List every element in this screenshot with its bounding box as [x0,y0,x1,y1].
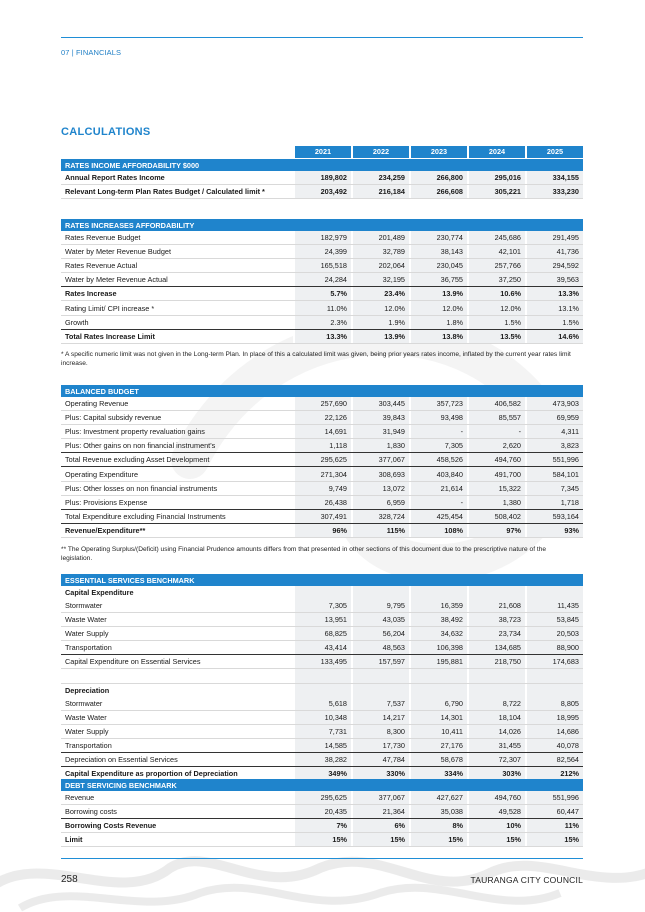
row-value-2022: 32,195 [351,273,409,286]
row-value-2025: 39,563 [525,273,583,286]
capex-subheading-cell [351,586,409,599]
year-2021: 2021 [293,146,351,158]
rates-increases-heading-label: RATES INCREASES AFFORDABILITY [65,220,195,230]
row-value-2025: 41,736 [525,245,583,258]
row-label: Total Expenditure excluding Financial Instruments [65,511,226,521]
row-label: Borrowing Costs Revenue [65,821,157,831]
row-value-2025: 1,718 [525,496,583,509]
rates-income-row [61,185,583,199]
rates-income-table [61,159,583,199]
row-value-2024: 15% [467,833,525,846]
row-value-2024: 1.5% [467,316,525,329]
rates-income-heading [61,159,583,171]
row-value-2022: 1,830 [351,439,409,452]
row-value-2024: 18,104 [467,711,525,724]
debt-servicing-row [61,791,583,805]
row-value-2023: 6,790 [409,697,467,710]
row-value-2025: 551,996 [525,453,583,466]
capex-subheading-label: Capital Expenditure [65,588,134,597]
depreciation-row [61,711,583,725]
row-value-2025: 60,447 [525,805,583,818]
row-value-2025: 584,101 [525,467,583,480]
council-name: TAURANGA CITY COUNCIL [470,875,583,885]
row-value-2022: 202,064 [351,259,409,272]
capex-subheading-cell [467,586,525,599]
row-value-2023: 427,627 [409,791,467,804]
row-label: Revenue [65,793,95,803]
header-rule [61,37,583,38]
row-value-2022: 13.9% [351,330,409,343]
row-label: Water Supply [65,726,109,736]
row-value-2024: 494,760 [467,453,525,466]
row-label: Waste Water [65,712,107,722]
capex-row [61,627,583,641]
row-value-2025: 593,164 [525,510,583,523]
row-value-2021: 7,731 [293,725,351,738]
depreciation-subheading-cell [525,684,583,697]
depreciation-subheading-label: Depreciation [65,685,110,695]
row-value-2024: 15,322 [467,482,525,495]
row-value-2023: 230,774 [409,231,467,244]
row-value-2024: 13.5% [467,330,525,343]
debt-servicing-table [61,779,583,847]
balanced-budget-row [61,496,583,510]
row-value-2022: 377,067 [351,453,409,466]
balanced-budget-row [61,467,583,481]
row-value-2025: 333,230 [525,185,583,198]
row-value-2022: 47,784 [351,753,409,766]
row-label: Revenue/Expenditure** [65,525,146,535]
row-value-2022: 216,184 [351,185,409,198]
depreciation-subheading-cell [351,684,409,697]
row-value-2025: 1.5% [525,316,583,329]
rates-income-row [61,171,583,185]
row-label: Water Supply [65,629,109,639]
spacer-row-cell [351,669,409,682]
row-value-2024: 72,307 [467,753,525,766]
depreciation-subheading-cell [293,684,351,697]
row-value-2022: 8,300 [351,725,409,738]
row-value-2025: 11% [525,819,583,832]
row-value-2023: 15% [409,833,467,846]
row-value-2022: 48,563 [351,641,409,654]
debt-servicing-heading [61,779,583,791]
row-label: Depreciation on Essential Services [65,754,178,764]
row-value-2023: 16,359 [409,599,467,612]
row-value-2021: 15% [293,833,351,846]
row-value-2024: 97% [467,524,525,537]
row-value-2025: 13.1% [525,301,583,314]
row-label: Annual Report Rates Income [65,173,165,183]
balanced-budget-table [61,385,583,538]
row-value-2021: 96% [293,524,351,537]
section-tag: 07 | FINANCIALS [61,48,122,57]
rates-increases-row [61,316,583,330]
row-value-2022: 17,730 [351,739,409,752]
row-value-2024: 42,101 [467,245,525,258]
row-value-2022: 6% [351,819,409,832]
row-value-2021: 24,399 [293,245,351,258]
debt-servicing-row [61,805,583,819]
row-value-2023: 13.9% [409,287,467,300]
rates-increases-row [61,231,583,245]
row-value-2024: 37,250 [467,273,525,286]
row-label: Transportation [65,643,112,653]
row-value-2023: 7,305 [409,439,467,452]
row-value-2022: 23.4% [351,287,409,300]
row-value-2021: 9,749 [293,482,351,495]
row-value-2021: 11.0% [293,301,351,314]
depreciation-row [61,753,583,767]
row-value-2021: 182,979 [293,231,351,244]
row-value-2023: 34,632 [409,627,467,640]
row-value-2021: 349% [293,767,351,780]
row-value-2022: 12.0% [351,301,409,314]
row-value-2022: 115% [351,524,409,537]
row-label: Plus: Provisions Expense [65,497,148,507]
row-value-2021: 13.3% [293,330,351,343]
row-value-2025: 174,683 [525,655,583,668]
row-value-2022: 13,072 [351,482,409,495]
capex-row [61,655,583,669]
row-value-2024: 10% [467,819,525,832]
row-value-2022: 308,693 [351,467,409,480]
spacer-row-cell [409,669,467,682]
row-value-2021: 43,414 [293,641,351,654]
spacer-row [61,669,583,683]
row-value-2024: 303% [467,767,525,780]
row-value-2022: 7,537 [351,697,409,710]
row-label: Plus: Investment property revaluation gains [65,427,205,437]
row-value-2022: 330% [351,767,409,780]
row-value-2023: 58,678 [409,753,467,766]
row-value-2022: 328,724 [351,510,409,523]
row-value-2023: - [409,425,467,438]
row-value-2021: 7,305 [293,599,351,612]
row-value-2024: 245,686 [467,231,525,244]
row-value-2021: 68,825 [293,627,351,640]
row-value-2023: 458,526 [409,453,467,466]
row-label: Rates Revenue Actual [65,261,138,271]
capex-subheading-cell [409,586,467,599]
row-value-2021: 13,951 [293,613,351,626]
row-label: Rates Increase [65,289,117,299]
row-value-2025: 212% [525,767,583,780]
row-value-2021: 1,118 [293,439,351,452]
row-label: Water by Meter Revenue Actual [65,275,168,285]
row-value-2023: 93,498 [409,411,467,424]
row-label: Plus: Other losses on non financial instruments [65,483,218,493]
row-value-2025: 11,435 [525,599,583,612]
spacer-row-cell [467,669,525,682]
row-value-2025: 473,903 [525,397,583,410]
depreciation-row [61,739,583,753]
year-2022: 2022 [351,146,409,158]
row-value-2024: 31,455 [467,739,525,752]
row-value-2023: 8% [409,819,467,832]
balanced-budget-row [61,411,583,425]
row-label: Transportation [65,740,112,750]
balanced-budget-row [61,425,583,439]
rates-income-heading-label: RATES INCOME AFFORDABILITY $000 [65,160,200,170]
rates-increases-row [61,259,583,273]
debt-servicing-row [61,833,583,847]
row-label: Rates Revenue Budget [65,233,141,243]
row-value-2025: 82,564 [525,753,583,766]
balanced-budget-row [61,453,583,467]
row-value-2022: 9,795 [351,599,409,612]
capex-row [61,613,583,627]
row-value-2022: 6,959 [351,496,409,509]
rates-increases-table [61,219,583,344]
balanced-budget-row [61,439,583,453]
row-value-2021: 26,438 [293,496,351,509]
row-value-2021: 257,690 [293,397,351,410]
row-value-2021: 165,518 [293,259,351,272]
row-value-2023: 38,492 [409,613,467,626]
row-value-2025: 551,996 [525,791,583,804]
row-value-2021: 203,492 [293,185,351,198]
depreciation-subheading-cell [409,684,467,697]
row-value-2024: 508,402 [467,510,525,523]
row-value-2022: 39,843 [351,411,409,424]
row-value-2024: 23,734 [467,627,525,640]
row-value-2025: 69,959 [525,411,583,424]
row-label: Capital Expenditure on Essential Services [65,657,201,667]
year-2023: 2023 [409,146,467,158]
row-label: Total Revenue excluding Asset Development [65,455,210,465]
row-value-2023: 12.0% [409,301,467,314]
rates-footnote: * A specific numeric limit was not given in the Long-term Plan. In place of this a calculated limit was given, being prior years rates income, inflated by the current year rates limit increase. [61,351,571,368]
row-value-2022: 234,259 [351,171,409,184]
row-label: Water by Meter Revenue Budget [65,247,171,257]
rates-increases-heading [61,219,583,231]
balanced-budget-row [61,482,583,496]
row-value-2024: 14,026 [467,725,525,738]
row-value-2023: 357,723 [409,397,467,410]
debt-servicing-heading-label: DEBT SERVICING BENCHMARK [65,780,177,790]
row-value-2022: 31,949 [351,425,409,438]
capex-row [61,599,583,613]
capex-subheading-cell [293,586,351,599]
balanced-budget-row [61,397,583,411]
row-value-2023: 108% [409,524,467,537]
row-value-2023: 425,454 [409,510,467,523]
row-value-2023: 21,614 [409,482,467,495]
row-value-2024: 12.0% [467,301,525,314]
row-label: Rating Limit/ CPI increase * [65,303,155,313]
row-value-2021: 189,802 [293,171,351,184]
row-value-2021: 307,491 [293,510,351,523]
row-value-2023: 266,608 [409,185,467,198]
row-label: Limit [65,835,83,845]
row-value-2024: 1,380 [467,496,525,509]
row-value-2024: 257,766 [467,259,525,272]
row-value-2025: 3,823 [525,439,583,452]
row-value-2023: 13.8% [409,330,467,343]
row-label: Relevant Long-term Plan Rates Budget / Calculated limit * [65,187,265,197]
row-value-2021: 14,585 [293,739,351,752]
row-value-2025: 18,995 [525,711,583,724]
page-title: CALCULATIONS [61,126,151,138]
year-header [61,146,583,158]
balanced-budget-heading [61,385,583,397]
row-value-2023: 14,301 [409,711,467,724]
row-label: Growth [65,317,89,327]
row-value-2024: 85,557 [467,411,525,424]
row-value-2024: 406,582 [467,397,525,410]
row-value-2025: 294,592 [525,259,583,272]
row-value-2024: - [467,425,525,438]
depreciation-row [61,725,583,739]
row-value-2022: 1.9% [351,316,409,329]
row-value-2022: 43,035 [351,613,409,626]
row-value-2025: 8,805 [525,697,583,710]
spacer-row-cell [293,669,351,682]
row-value-2023: 1.8% [409,316,467,329]
row-value-2022: 15% [351,833,409,846]
row-value-2021: 20,435 [293,805,351,818]
row-value-2021: 271,304 [293,467,351,480]
row-value-2025: 40,078 [525,739,583,752]
row-value-2023: 35,038 [409,805,467,818]
row-value-2022: 14,217 [351,711,409,724]
balanced-budget-row [61,524,583,538]
row-value-2021: 22,126 [293,411,351,424]
row-value-2025: 291,495 [525,231,583,244]
footer-rule [61,858,583,859]
row-value-2023: 403,840 [409,467,467,480]
row-value-2021: 7% [293,819,351,832]
row-value-2021: 38,282 [293,753,351,766]
row-value-2022: 32,789 [351,245,409,258]
balanced-budget-row [61,510,583,524]
row-value-2024: 8,722 [467,697,525,710]
row-value-2021: 24,284 [293,273,351,286]
row-value-2025: 88,900 [525,641,583,654]
page-number: 258 [61,874,78,885]
year-2024: 2024 [467,146,525,158]
row-value-2024: 2,620 [467,439,525,452]
row-value-2022: 157,597 [351,655,409,668]
row-value-2021: 5.7% [293,287,351,300]
debt-servicing-row [61,819,583,833]
row-value-2024: 38,723 [467,613,525,626]
row-value-2021: 2.3% [293,316,351,329]
row-value-2023: 230,045 [409,259,467,272]
spacer-row-cell [525,669,583,682]
depreciation-subheading-cell [467,684,525,697]
row-value-2025: 53,845 [525,613,583,626]
row-value-2024: 494,760 [467,791,525,804]
essential-services-heading-label: ESSENTIAL SERVICES BENCHMARK [65,575,195,585]
row-value-2025: 4,311 [525,425,583,438]
row-value-2021: 14,691 [293,425,351,438]
row-value-2023: 106,398 [409,641,467,654]
row-value-2025: 20,503 [525,627,583,640]
row-label: Total Rates Increase Limit [65,331,155,341]
row-label: Plus: Other gains on non financial instrument's [65,441,216,451]
rates-increases-row [61,273,583,287]
row-value-2024: 134,685 [467,641,525,654]
row-label: Capital Expenditure as proportion of Depreciation [65,769,238,779]
row-value-2022: 201,489 [351,231,409,244]
capex-subheading-cell [525,586,583,599]
row-value-2023: 10,411 [409,725,467,738]
row-value-2023: - [409,496,467,509]
capex-subheading [61,586,583,599]
rates-increases-row [61,245,583,259]
rates-increases-row [61,330,583,344]
row-label: Operating Expenditure [65,469,139,479]
row-value-2025: 93% [525,524,583,537]
row-value-2021: 5,618 [293,697,351,710]
row-value-2024: 491,700 [467,467,525,480]
row-value-2023: 27,176 [409,739,467,752]
row-value-2024: 305,221 [467,185,525,198]
row-value-2022: 303,445 [351,397,409,410]
row-value-2022: 377,067 [351,791,409,804]
row-value-2023: 38,143 [409,245,467,258]
row-value-2021: 295,625 [293,453,351,466]
row-value-2024: 49,528 [467,805,525,818]
row-value-2025: 14,686 [525,725,583,738]
capex-row [61,641,583,655]
balanced-budget-heading-label: BALANCED BUDGET [65,386,139,396]
row-value-2025: 14.6% [525,330,583,343]
row-value-2024: 21,608 [467,599,525,612]
row-value-2024: 295,016 [467,171,525,184]
row-value-2025: 15% [525,833,583,846]
rates-increases-row [61,287,583,301]
row-value-2023: 195,881 [409,655,467,668]
row-label: Borrowing costs [65,807,117,817]
row-label: Stormwater [65,698,103,708]
row-label: Stormwater [65,601,103,611]
row-value-2025: 334,155 [525,171,583,184]
row-label: Waste Water [65,615,107,625]
row-value-2025: 7,345 [525,482,583,495]
row-value-2022: 21,364 [351,805,409,818]
row-value-2023: 36,755 [409,273,467,286]
essential-services-table [61,574,583,781]
rates-increases-row [61,301,583,315]
year-2025: 2025 [525,146,583,158]
row-value-2022: 56,204 [351,627,409,640]
row-value-2023: 266,800 [409,171,467,184]
essential-services-heading [61,574,583,586]
row-value-2023: 334% [409,767,467,780]
depreciation-subheading [61,684,583,697]
row-value-2024: 10.6% [467,287,525,300]
depreciation-row [61,697,583,711]
balanced-budget-footnote: ** The Operating Surplus/(Deficit) using Financial Prudence amounts differs from that presented in other sections of this document due to the prescriptive nature of the legislation. [61,546,547,563]
row-value-2021: 10,348 [293,711,351,724]
row-label: Plus: Capital subsidy revenue [65,413,162,423]
row-label: Operating Revenue [65,399,129,409]
row-value-2024: 218,750 [467,655,525,668]
row-value-2021: 133,495 [293,655,351,668]
row-value-2021: 295,625 [293,791,351,804]
row-value-2025: 13.3% [525,287,583,300]
